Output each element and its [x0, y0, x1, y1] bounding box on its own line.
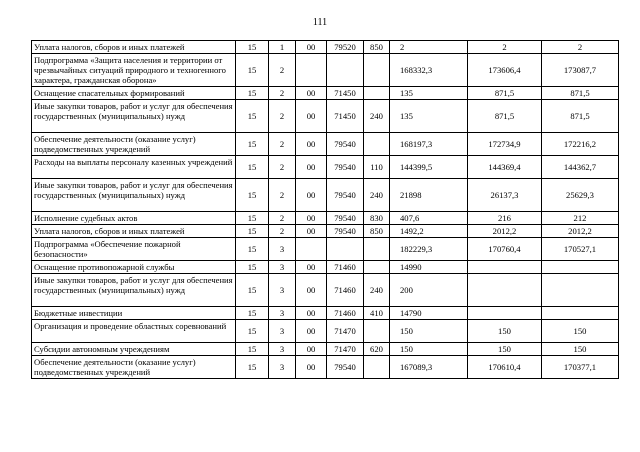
expense-type-cell	[364, 133, 390, 156]
section-code-cell: 15	[236, 133, 269, 156]
program-code-cell: 00	[296, 179, 327, 212]
expense-type-cell: 620	[364, 343, 390, 356]
expense-type-cell: 110	[364, 156, 390, 179]
subsection-code-cell: 3	[269, 238, 296, 261]
amount-year-3-cell: 871,5	[542, 100, 619, 133]
program-code-cell: 00	[296, 212, 327, 225]
section-code-cell: 15	[236, 356, 269, 379]
amount-year-3-cell: 871,5	[542, 87, 619, 100]
amount-year-2-cell	[468, 274, 542, 307]
amount-year-2-cell: 871,5	[468, 87, 542, 100]
row-name-cell: Организация и проведение областных соревнований	[32, 320, 236, 343]
table-row	[32, 54, 619, 87]
amount-year-3-cell: 2	[542, 41, 619, 54]
amount-year-1-cell: 21898	[390, 179, 468, 212]
program-code-cell: 00	[296, 261, 327, 274]
amount-year-3-cell: 173087,7	[542, 54, 619, 87]
subsection-code-cell: 3	[269, 356, 296, 379]
expense-type-cell	[364, 261, 390, 274]
section-code-cell: 15	[236, 100, 269, 133]
table-row	[32, 320, 619, 343]
amount-year-2-cell: 173606,4	[468, 54, 542, 87]
target-article-cell: 79540	[327, 225, 364, 238]
expense-type-cell	[364, 87, 390, 100]
expense-type-cell: 240	[364, 179, 390, 212]
target-article-cell: 79540	[327, 356, 364, 379]
amount-year-1-cell: 168332,3	[390, 54, 468, 87]
target-article-cell: 71450	[327, 87, 364, 100]
subsection-code-cell: 2	[269, 54, 296, 87]
row-name-cell: Бюджетные инвестиции	[32, 307, 236, 320]
expense-type-cell: 830	[364, 212, 390, 225]
amount-year-1-cell: 144399,5	[390, 156, 468, 179]
amount-year-3-cell: 212	[542, 212, 619, 225]
program-code-cell: 00	[296, 343, 327, 356]
amount-year-1-cell: 182229,3	[390, 238, 468, 261]
subsection-code-cell: 2	[269, 87, 296, 100]
amount-year-1-cell: 407,6	[390, 212, 468, 225]
target-article-cell: 71460	[327, 261, 364, 274]
row-name-cell: Иные закупки товаров, работ и услуг для обеспечения государственных (муниципальных) нужд	[32, 179, 236, 212]
target-article-cell: 79540	[327, 156, 364, 179]
amount-year-2-cell: 150	[468, 343, 542, 356]
row-name-cell: Оснащение противопожарной службы	[32, 261, 236, 274]
target-article-cell: 71450	[327, 100, 364, 133]
subsection-code-cell: 2	[269, 133, 296, 156]
amount-year-2-cell: 170610,4	[468, 356, 542, 379]
amount-year-3-cell: 150	[542, 343, 619, 356]
amount-year-1-cell: 200	[390, 274, 468, 307]
section-code-cell: 15	[236, 212, 269, 225]
section-code-cell: 15	[236, 238, 269, 261]
amount-year-3-cell: 150	[542, 320, 619, 343]
row-name-cell: Расходы на выплаты персоналу казенных учреждений	[32, 156, 236, 179]
target-article-cell: 71470	[327, 343, 364, 356]
section-code-cell: 15	[236, 343, 269, 356]
subsection-code-cell: 2	[269, 156, 296, 179]
row-name-cell: Подпрограмма «Обеспечение пожарной безопасности»	[32, 238, 236, 261]
table-row	[32, 133, 619, 156]
row-name-cell: Уплата налогов, сборов и иных платежей	[32, 41, 236, 54]
page-number: 111	[312, 17, 328, 28]
table-row	[32, 238, 619, 261]
table-row	[32, 274, 619, 307]
program-code-cell: 00	[296, 274, 327, 307]
table-row	[32, 156, 619, 179]
expense-type-cell	[364, 320, 390, 343]
section-code-cell: 15	[236, 274, 269, 307]
amount-year-1-cell: 1492,2	[390, 225, 468, 238]
target-article-cell: 79520	[327, 41, 364, 54]
expense-type-cell: 240	[364, 100, 390, 133]
row-name-cell: Обеспечение деятельности (оказание услуг) подведомственных учреждений	[32, 356, 236, 379]
amount-year-2-cell	[468, 307, 542, 320]
target-article-cell: 79540	[327, 133, 364, 156]
amount-year-1-cell: 168197,3	[390, 133, 468, 156]
amount-year-3-cell	[542, 261, 619, 274]
table-row	[32, 307, 619, 320]
target-article-cell: 71460	[327, 274, 364, 307]
amount-year-2-cell	[468, 261, 542, 274]
program-code-cell: 00	[296, 100, 327, 133]
program-code-cell: 00	[296, 307, 327, 320]
budget-table	[31, 40, 619, 379]
amount-year-2-cell: 216	[468, 212, 542, 225]
expense-type-cell: 410	[364, 307, 390, 320]
subsection-code-cell: 1	[269, 41, 296, 54]
target-article-cell	[327, 54, 364, 87]
section-code-cell: 15	[236, 179, 269, 212]
target-article-cell: 71460	[327, 307, 364, 320]
section-code-cell: 15	[236, 307, 269, 320]
amount-year-2-cell: 871,5	[468, 100, 542, 133]
subsection-code-cell: 3	[269, 343, 296, 356]
amount-year-1-cell: 14990	[390, 261, 468, 274]
amount-year-3-cell: 170527,1	[542, 238, 619, 261]
subsection-code-cell: 2	[269, 225, 296, 238]
expense-type-cell: 850	[364, 41, 390, 54]
program-code-cell: 00	[296, 320, 327, 343]
amount-year-3-cell: 25629,3	[542, 179, 619, 212]
amount-year-1-cell: 150	[390, 343, 468, 356]
amount-year-1-cell: 135	[390, 87, 468, 100]
amount-year-3-cell: 170377,1	[542, 356, 619, 379]
table-row	[32, 87, 619, 100]
subsection-code-cell: 2	[269, 212, 296, 225]
row-name-cell: Исполнение судебных актов	[32, 212, 236, 225]
row-name-cell: Иные закупки товаров, работ и услуг для обеспечения государственных (муниципальных) нужд	[32, 100, 236, 133]
subsection-code-cell: 3	[269, 320, 296, 343]
amount-year-2-cell: 144369,4	[468, 156, 542, 179]
subsection-code-cell: 3	[269, 307, 296, 320]
amount-year-3-cell: 172216,2	[542, 133, 619, 156]
row-name-cell: Уплата налогов, сборов и иных платежей	[32, 225, 236, 238]
target-article-cell	[327, 238, 364, 261]
program-code-cell: 00	[296, 133, 327, 156]
subsection-code-cell: 2	[269, 100, 296, 133]
expense-type-cell	[364, 54, 390, 87]
amount-year-3-cell: 144362,7	[542, 156, 619, 179]
subsection-code-cell: 2	[269, 179, 296, 212]
section-code-cell: 15	[236, 41, 269, 54]
program-code-cell	[296, 238, 327, 261]
row-name-cell: Подпрограмма «Защита населения и территории от чрезвычайных ситуаций природного и техногенного характера, гражданская оборона»	[32, 54, 236, 87]
amount-year-2-cell: 26137,3	[468, 179, 542, 212]
table-row	[32, 100, 619, 133]
amount-year-1-cell: 167089,3	[390, 356, 468, 379]
section-code-cell: 15	[236, 87, 269, 100]
amount-year-3-cell	[542, 307, 619, 320]
target-article-cell: 79540	[327, 212, 364, 225]
table-row	[32, 41, 619, 54]
program-code-cell: 00	[296, 87, 327, 100]
program-code-cell: 00	[296, 156, 327, 179]
amount-year-1-cell: 2	[390, 41, 468, 54]
section-code-cell: 15	[236, 54, 269, 87]
amount-year-1-cell: 14790	[390, 307, 468, 320]
subsection-code-cell: 3	[269, 261, 296, 274]
amount-year-2-cell: 170760,4	[468, 238, 542, 261]
row-name-cell: Оснащение спасательных формирований	[32, 87, 236, 100]
target-article-cell: 79540	[327, 179, 364, 212]
amount-year-3-cell	[542, 274, 619, 307]
section-code-cell: 15	[236, 320, 269, 343]
amount-year-2-cell: 150	[468, 320, 542, 343]
table-row	[32, 225, 619, 238]
amount-year-2-cell: 2012,2	[468, 225, 542, 238]
subsection-code-cell: 3	[269, 274, 296, 307]
program-code-cell: 00	[296, 225, 327, 238]
program-code-cell: 00	[296, 41, 327, 54]
section-code-cell: 15	[236, 225, 269, 238]
program-code-cell	[296, 54, 327, 87]
program-code-cell: 00	[296, 356, 327, 379]
amount-year-2-cell: 172734,9	[468, 133, 542, 156]
row-name-cell: Субсидии автономным учреждениям	[32, 343, 236, 356]
expense-type-cell: 850	[364, 225, 390, 238]
table-row	[32, 343, 619, 356]
expense-type-cell	[364, 356, 390, 379]
section-code-cell: 15	[236, 156, 269, 179]
row-name-cell: Обеспечение деятельности (оказание услуг) подведомственных учреждений	[32, 133, 236, 156]
table-row	[32, 212, 619, 225]
budget-table-body	[32, 41, 619, 379]
table-row	[32, 261, 619, 274]
expense-type-cell	[364, 238, 390, 261]
amount-year-2-cell: 2	[468, 41, 542, 54]
row-name-cell: Иные закупки товаров, работ и услуг для обеспечения государственных (муниципальных) нужд	[32, 274, 236, 307]
expense-type-cell: 240	[364, 274, 390, 307]
amount-year-3-cell: 2012,2	[542, 225, 619, 238]
amount-year-1-cell: 135	[390, 100, 468, 133]
section-code-cell: 15	[236, 261, 269, 274]
target-article-cell: 71470	[327, 320, 364, 343]
amount-year-1-cell: 150	[390, 320, 468, 343]
table-row	[32, 356, 619, 379]
table-row	[32, 179, 619, 212]
